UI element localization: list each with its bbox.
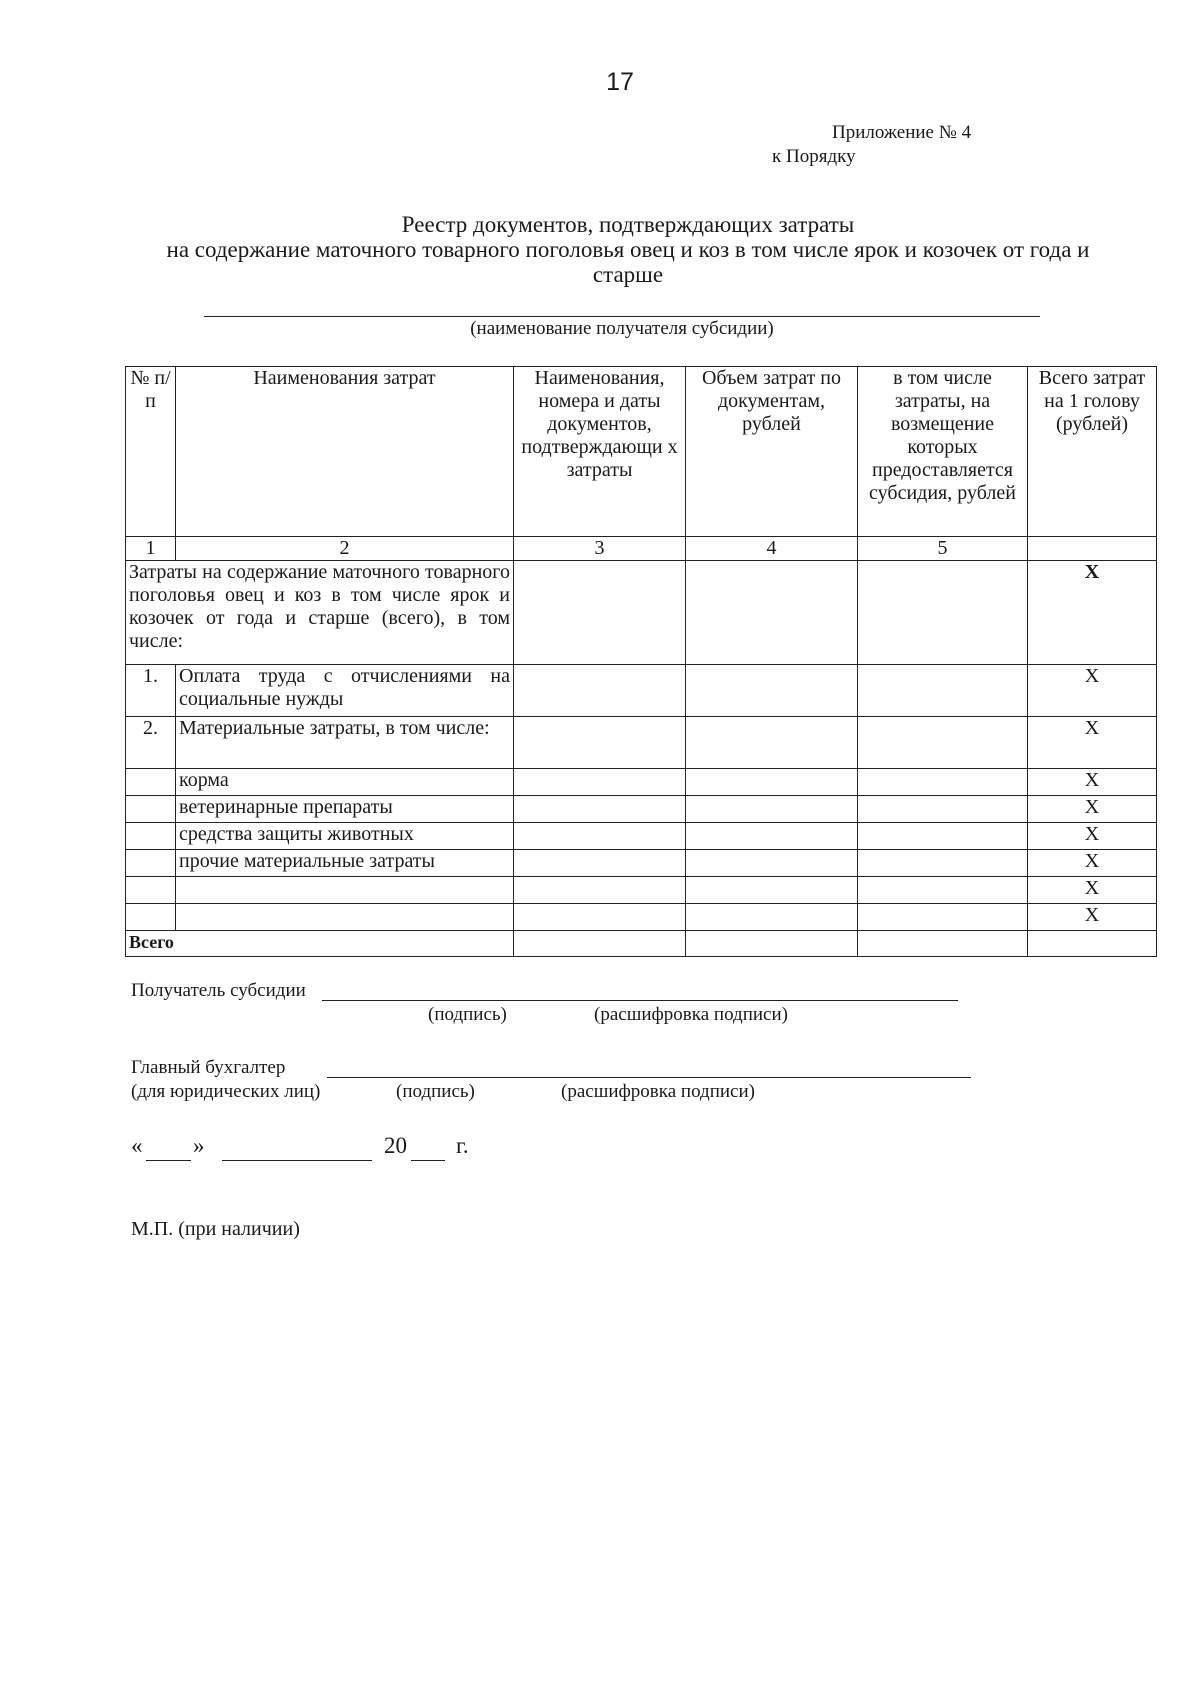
table-row <box>126 904 1157 931</box>
chief-accountant-label: Главный бухгалтер <box>131 1057 286 1078</box>
volume-cell[interactable] <box>686 904 858 931</box>
table-row <box>126 823 1157 850</box>
volume-cell[interactable] <box>686 931 858 957</box>
column-number-5: 5 <box>858 537 1028 561</box>
costs-register-table <box>125 366 1157 957</box>
volume-cell[interactable] <box>686 877 858 904</box>
header-cost-name: Наименования затрат <box>176 367 514 537</box>
header-subsidy-amount: в том числе затраты, на возмещение которых предоставляется субсидия, рублей <box>858 367 1028 537</box>
cost-name: Оплата труда с отчислениями на социальные нужды <box>176 665 514 717</box>
row-number <box>126 877 176 904</box>
documents-cell[interactable] <box>514 877 686 904</box>
per-head-mark: X <box>1028 823 1157 850</box>
volume-cell[interactable] <box>686 769 858 796</box>
cost-name: средства защиты животных <box>176 823 514 850</box>
table-row <box>126 769 1157 796</box>
subsidy-cell[interactable] <box>858 877 1028 904</box>
column-number-1: 1 <box>126 537 176 561</box>
per-head-mark: X <box>1028 850 1157 877</box>
appendix-reference: к Порядку <box>772 146 856 167</box>
table-header-row <box>126 367 1157 537</box>
per-head-mark: X <box>1028 717 1157 769</box>
accountant-decode-caption: (расшифровка подписи) <box>561 1081 755 1102</box>
subsidy-cell[interactable] <box>858 931 1028 957</box>
recipient-name-caption: (наименование получателя субсидии) <box>470 318 774 339</box>
stamp-place-note: М.П. (при наличии) <box>131 1218 300 1240</box>
documents-cell[interactable] <box>514 769 686 796</box>
date-close-quote: » <box>193 1133 205 1158</box>
column-number-6 <box>1028 537 1157 561</box>
subsidy-cell[interactable] <box>858 665 1028 717</box>
date-year-prefix: 20 <box>384 1133 407 1158</box>
accountant-note: (для юридических лиц) <box>131 1081 321 1102</box>
volume-cell[interactable] <box>686 796 858 823</box>
date-year-blank[interactable] <box>411 1160 445 1161</box>
documents-cell[interactable] <box>514 561 686 665</box>
cost-name: прочие материальные затраты <box>176 850 514 877</box>
row-number <box>126 904 176 931</box>
table-row <box>126 665 1157 717</box>
volume-cell[interactable] <box>686 850 858 877</box>
appendix-number: Приложение № 4 <box>832 122 972 143</box>
per-head-mark: X <box>1028 561 1157 665</box>
row-number <box>126 823 176 850</box>
subsidy-cell[interactable] <box>858 823 1028 850</box>
row-number: 2. <box>126 717 176 769</box>
row-number <box>126 769 176 796</box>
document-title <box>128 212 1128 287</box>
cost-name[interactable] <box>176 877 514 904</box>
documents-cell[interactable] <box>514 796 686 823</box>
volume-cell[interactable] <box>686 717 858 769</box>
documents-cell[interactable] <box>514 823 686 850</box>
table-row <box>126 717 1157 769</box>
header-per-head: Всего затрат на 1 голову (рублей) <box>1028 367 1157 537</box>
column-number-3: 3 <box>514 537 686 561</box>
documents-cell[interactable] <box>514 850 686 877</box>
recipient-label: Получатель субсидии <box>131 980 306 1001</box>
subsidy-cell[interactable] <box>858 769 1028 796</box>
cost-name: ветеринарные препараты <box>176 796 514 823</box>
documents-cell[interactable] <box>514 931 686 957</box>
date-day-blank[interactable] <box>146 1160 191 1161</box>
header-num: № п/п <box>126 367 176 537</box>
per-head-mark: X <box>1028 665 1157 717</box>
table-row <box>126 877 1157 904</box>
header-cost-volume: Объем затрат по документам, рублей <box>686 367 858 537</box>
total-label: Всего <box>126 931 514 957</box>
column-number-2: 2 <box>176 537 514 561</box>
cost-name[interactable] <box>176 904 514 931</box>
header-documents: Наименования, номера и даты документов, подтверждающи х затраты <box>514 367 686 537</box>
row-number <box>126 850 176 877</box>
subsidy-cell[interactable] <box>858 904 1028 931</box>
subsidy-cell[interactable] <box>858 850 1028 877</box>
per-head-mark: X <box>1028 877 1157 904</box>
row-number <box>126 796 176 823</box>
title-line-2: на содержание маточного товарного поголовья овец и коз в том числе ярок и козочек от года и <box>166 237 1090 262</box>
volume-cell[interactable] <box>686 561 858 665</box>
title-line-3: старше <box>592 262 664 287</box>
per-head-mark: X <box>1028 769 1157 796</box>
recipient-name-line[interactable] <box>204 316 1040 317</box>
table-row-total-costs <box>126 561 1157 665</box>
accountant-signature-line[interactable] <box>327 1077 971 1078</box>
signature-caption: (подпись) <box>428 1004 507 1025</box>
cost-name: Материальные затраты, в том числе: <box>176 717 514 769</box>
documents-cell[interactable] <box>514 665 686 717</box>
subsidy-cell[interactable] <box>858 717 1028 769</box>
table-row-total <box>126 931 1157 957</box>
volume-cell[interactable] <box>686 823 858 850</box>
documents-cell[interactable] <box>514 904 686 931</box>
table-row <box>126 850 1157 877</box>
per-head-cell[interactable] <box>1028 931 1157 957</box>
column-number-4: 4 <box>686 537 858 561</box>
per-head-mark: X <box>1028 796 1157 823</box>
volume-cell[interactable] <box>686 665 858 717</box>
accountant-signature-caption: (подпись) <box>396 1081 475 1102</box>
title-line-1: Реестр документов, подтверждающих затраты <box>401 212 855 237</box>
table-row <box>126 796 1157 823</box>
column-numbers-row <box>126 537 1157 561</box>
date-month-blank[interactable] <box>222 1160 372 1161</box>
page-number: 17 <box>606 68 634 96</box>
documents-cell[interactable] <box>514 717 686 769</box>
date-year-suffix: г. <box>456 1133 469 1158</box>
per-head-mark: X <box>1028 904 1157 931</box>
date-open-quote: « <box>131 1133 143 1158</box>
subsidy-cell[interactable] <box>858 796 1028 823</box>
total-costs-label: Затраты на содержание маточного товарного поголовья овец и коз в том числе ярок и козочек от года и старше (всего), в том числе: <box>126 561 514 665</box>
row-number: 1. <box>126 665 176 717</box>
cost-name: корма <box>176 769 514 796</box>
subsidy-cell[interactable] <box>858 561 1028 665</box>
recipient-signature-line[interactable] <box>322 1000 958 1001</box>
signature-decode-caption: (расшифровка подписи) <box>594 1004 788 1025</box>
